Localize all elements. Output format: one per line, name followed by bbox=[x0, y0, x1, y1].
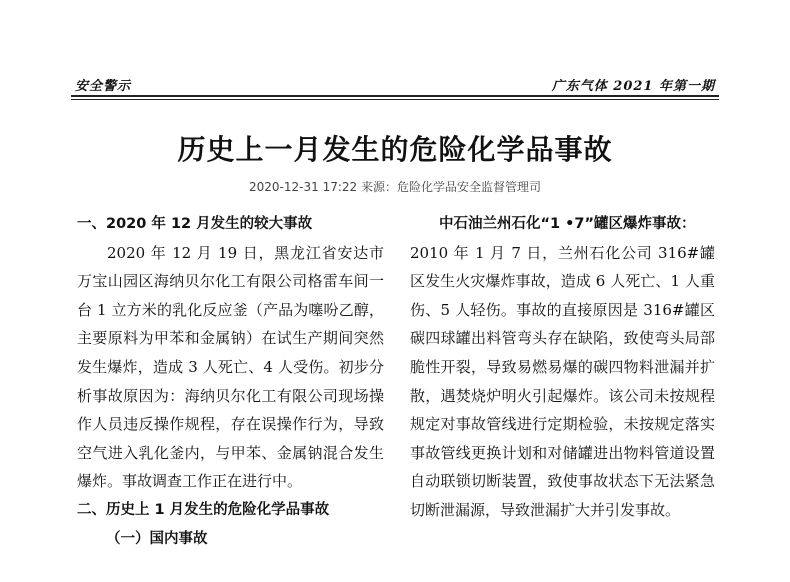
section-label: 安全警示 bbox=[75, 79, 132, 94]
header-rule-thick bbox=[71, 95, 719, 97]
page-header bbox=[71, 72, 719, 94]
section1-body: 2020 年 12 月 19 日，黑龙江省安达市万宝山园区海纳贝尔化工有限公司格雷车间一台 1 立方米的乳化反应釜（产品为噻吩乙醇，主要原料为甲苯和金属钠）在试生产期间突然发生爆炸，造成 3 人死亡、4 人受伤。初步分析事故原因为：海纳贝尔化工有限公司现场操作人员违反操作规程，存在误操作行为，导致空气进入乳化釜内，与甲苯、金属钠混合发生爆炸。事故调查工作正在进行中。 bbox=[77, 243, 384, 491]
section2-subheading: （一）国内事故 bbox=[106, 530, 208, 547]
incident-heading: 中石油兰州石化“1 •7”罐区爆炸事故： bbox=[439, 216, 696, 232]
right-column bbox=[410, 210, 715, 525]
section2-heading: 二、历史上 1 月发生的危险化学品事故 bbox=[77, 501, 330, 518]
header-rule-thin bbox=[71, 99, 719, 100]
article-title: 历史上一月发生的危险化学品事故 bbox=[177, 133, 613, 166]
incident-body: 2010 年 1 月 7 日，兰州石化公司 316#罐区发生火灾爆炸事故，造成 6 人死亡、1 人重伤、5 人轻伤。事故的直接原因是 316#罐区碳四球罐出料管弯头存在缺陷，致使弯头局部脆性开裂，导致易燃易爆的碳四物料泄漏并扩散，遇焚烧炉明火引起爆炸。该公司未按规程规定对事故管线进行定期检验，未按规定落实事故管线更换计划和对储罐进出物料管道设置自动联锁切断装置，致使事故状态下无法紧急切断泄漏源，导致泄漏扩大并引发事故。 bbox=[410, 243, 715, 519]
left-column bbox=[77, 210, 384, 553]
section1-heading: 一、2020 年 12 月发生的较大事故 bbox=[77, 216, 313, 232]
article-meta: 2020-12-31 17:22 来源：危险化学品安全监督管理司 bbox=[249, 180, 541, 194]
publication-label: 广东气体 2021 年第一期 bbox=[551, 79, 715, 94]
